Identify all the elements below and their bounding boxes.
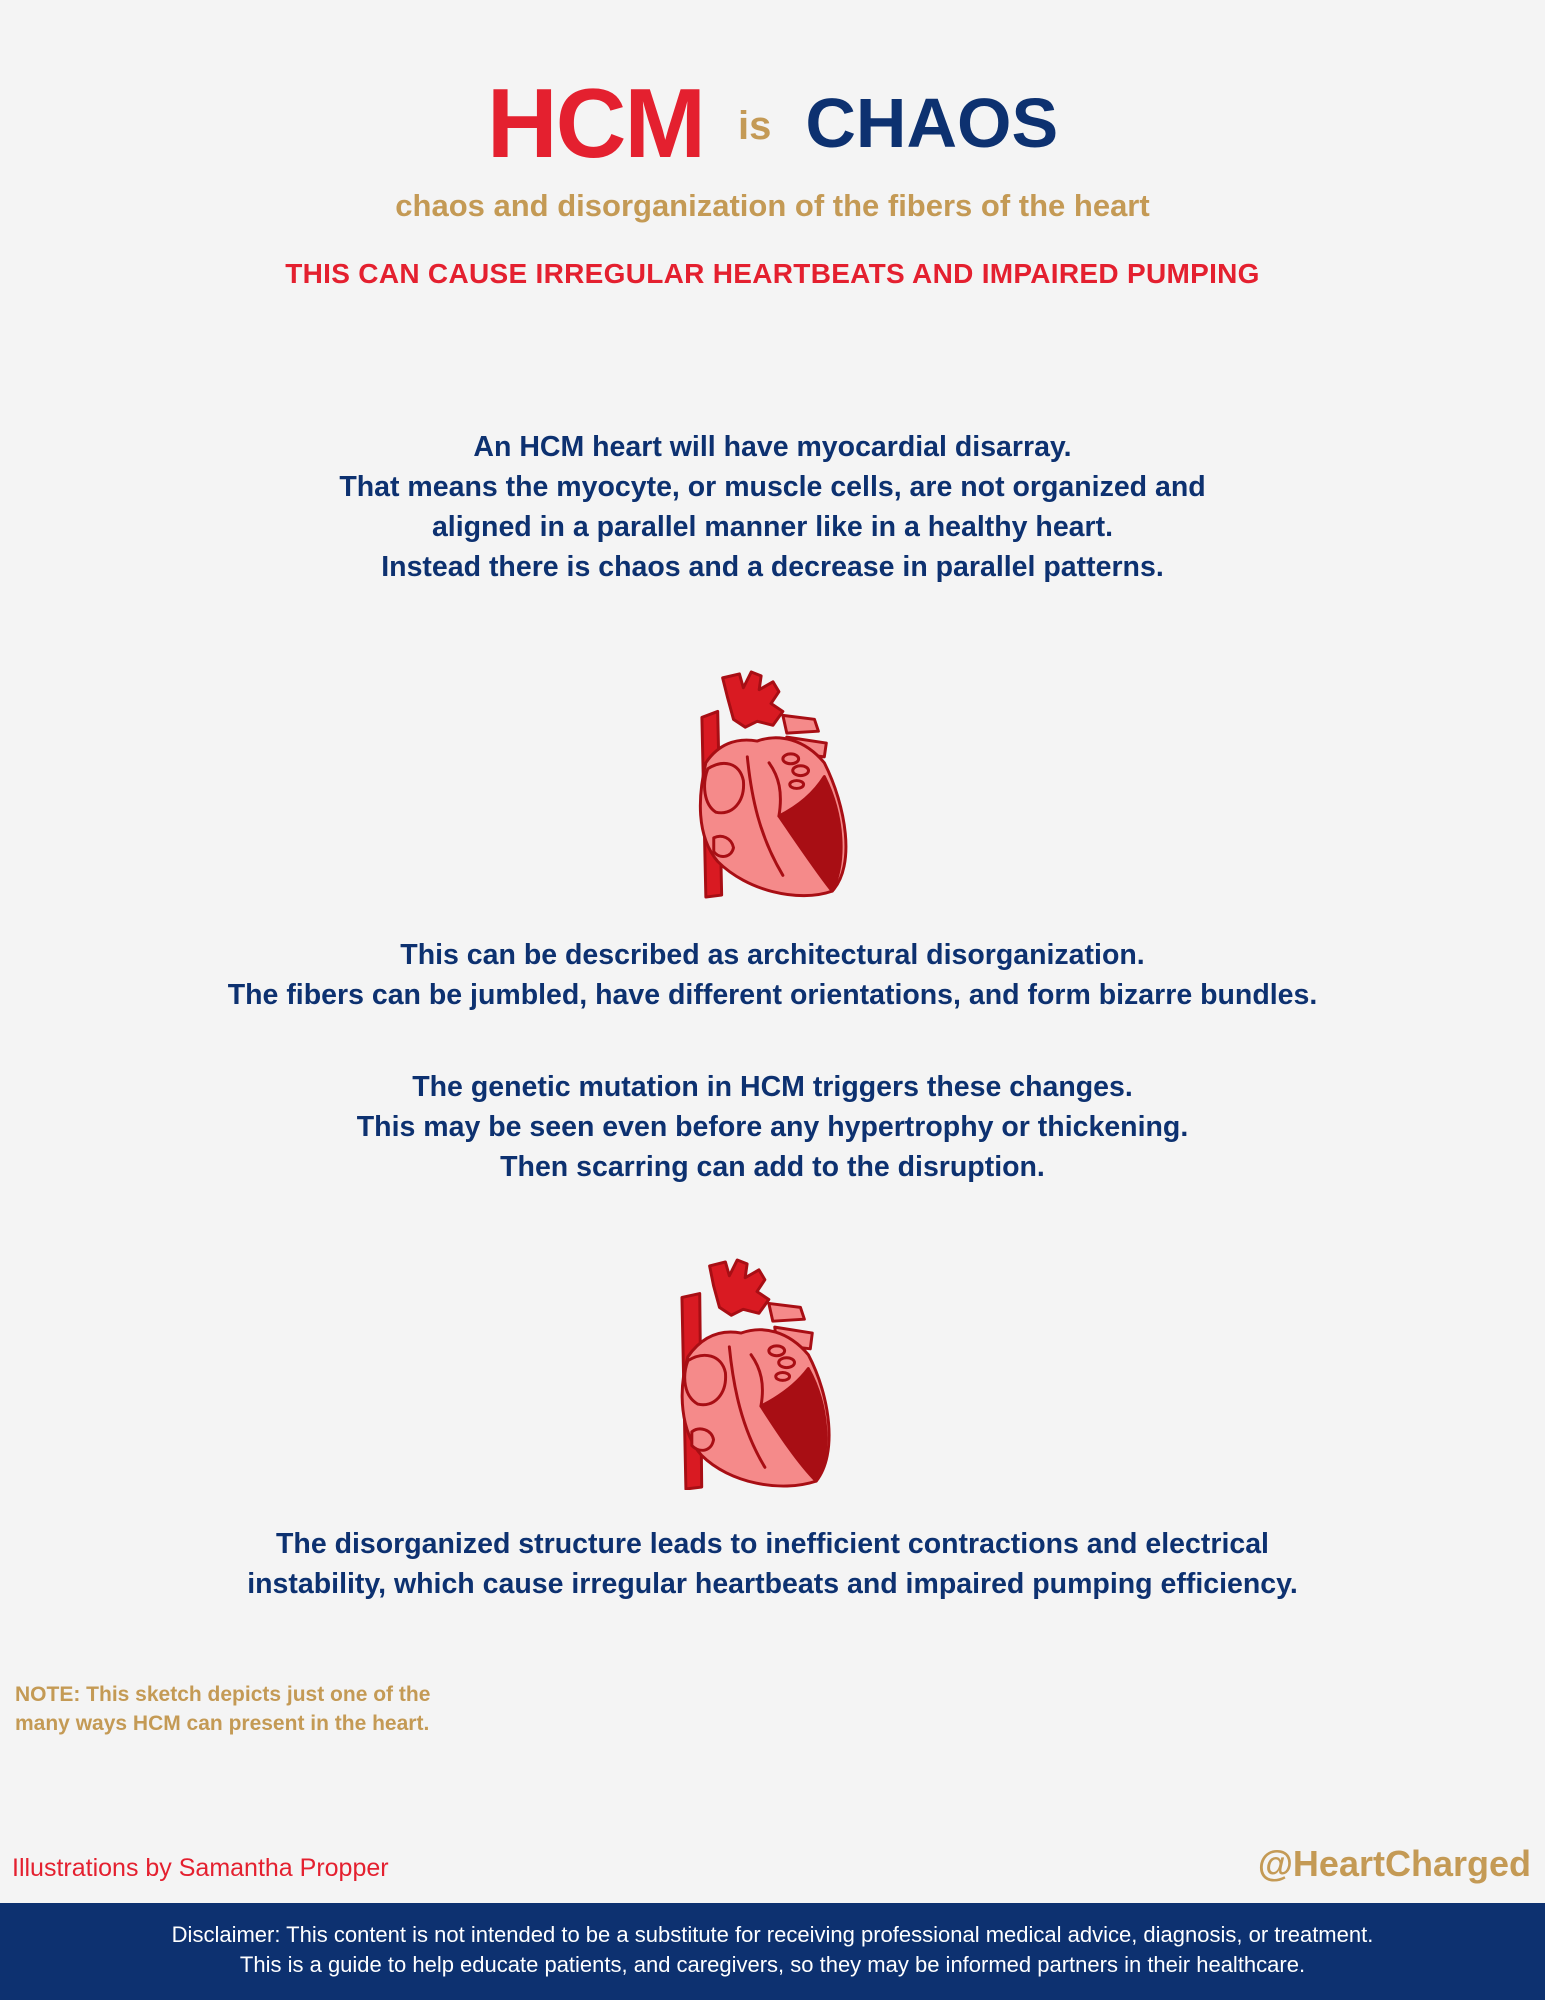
paragraph-line: instability, which cause irregular heartbeats and impaired pumping efficiency. (247, 1568, 1298, 1600)
anatomical-heart-icon (688, 668, 856, 900)
social-handle: @HeartCharged (1257, 1843, 1531, 1884)
page-title (0, 68, 1545, 178)
anatomical-heart-icon (672, 1258, 840, 1490)
sketch-note (15, 1680, 430, 1738)
note-line: many ways HCM can present in the heart. (15, 1712, 430, 1735)
disclaimer-footer (0, 1903, 1545, 2000)
paragraph-line: An HCM heart will have myocardial disarray. (473, 431, 1072, 463)
paragraph-line: Instead there is chaos and a decrease in parallel patterns. (381, 551, 1164, 583)
disclaimer-line: Disclaimer: This content is not intended to be a substitute for receiving professional medical advice, diagnosis, or treatment. (171, 1922, 1374, 1947)
title-hcm: HCM (486, 68, 705, 178)
paragraph-line: This may be seen even before any hypertrophy or thickening. (356, 1111, 1189, 1143)
subtitle: chaos and disorganization of the fibers of the heart (395, 188, 1150, 223)
paragraph-line: This can be described as architectural disorganization. (400, 939, 1145, 971)
disclaimer-line: This is a guide to help educate patients, and caregivers, so they may be informed partners in their healthcare. (239, 1952, 1306, 1977)
title-chaos: CHAOS (805, 84, 1059, 162)
note-line: NOTE: This sketch depicts just one of the (15, 1683, 431, 1706)
paragraph-genetic-mutation (0, 1067, 1545, 1187)
illustration-credit: Illustrations by Samantha Propper (12, 1854, 389, 1882)
paragraph-line: The fibers can be jumbled, have different orientations, and form bizarre bundles. (227, 979, 1318, 1011)
paragraph-architectural-disorganization (0, 935, 1545, 1015)
warning-banner: THIS CAN CAUSE IRREGULAR HEARTBEATS AND IMPAIRED PUMPING (285, 258, 1260, 289)
title-is: is (738, 104, 772, 148)
paragraph-line: That means the myocyte, or muscle cells, are not organized and (339, 471, 1206, 503)
paragraph-line: aligned in a parallel manner like in a healthy heart. (431, 511, 1114, 543)
paragraph-inefficient-contractions (0, 1524, 1545, 1604)
paragraph-line: The disorganized structure leads to inefficient contractions and electrical (276, 1528, 1269, 1560)
paragraph-line: The genetic mutation in HCM triggers these changes. (412, 1071, 1133, 1103)
paragraph-line: Then scarring can add to the disruption. (500, 1151, 1045, 1183)
paragraph-myocardial-disarray (0, 427, 1545, 587)
